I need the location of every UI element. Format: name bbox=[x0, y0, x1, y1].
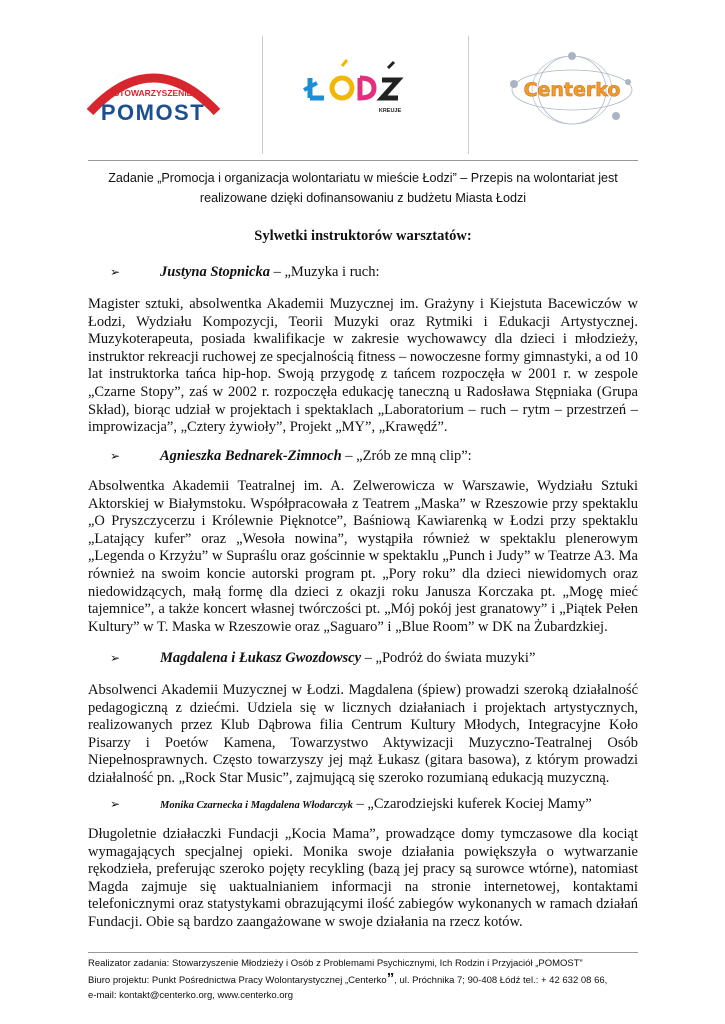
task-description bbox=[88, 168, 638, 208]
instructor-header bbox=[110, 796, 592, 813]
footer-rule bbox=[88, 952, 638, 953]
lodz-letter-d bbox=[360, 78, 374, 98]
instructor-name: Agnieszka Bednarek-Zimnoch bbox=[160, 448, 342, 464]
task-line-2: realizowane dzięki dofinansowaniu z budżetu Miasta Łodzi bbox=[199, 191, 527, 205]
instructor-bio: Magister sztuki, absolwentka Akademii Muzycznej im. Grażyny i Kiejstuta Bacewiczów w Łodzi, Wydziału Kompozycji, Teorii Muzyki oraz Rytmiki i Edukacji Artystycznej. Muzykoterapeuta, posiada kwalifikacje w zakresie wychowawcy dla dzieci i młodzieży, instruktor rekreacji ruchowej ze specjalnością fitness – nowoczesne formy gimnastyki, a od 10 lat instruktorka tańca hip-hop. Swoją przygodę z tańcem rozpoczęła w 2001 r. w zespole „Czarne Stopy”, zaś w 2002 r. rozpoczęła edukację taneczną u Radosława Stępniaka (Grupa Skład), biorąc udział w projektach i spektaklach „Laboratorium – ruch – rytm – przestrzeń – improwizacja”, „Cztery żywioły”, Projekt „MY”, „Krawędź”. bbox=[88, 296, 638, 436]
workshop-topic: – „Czarodziejski kuferek Kociej Mamy” bbox=[352, 796, 592, 812]
instructor-header bbox=[110, 264, 380, 281]
arrow-bullet-icon: ➢ bbox=[110, 265, 121, 279]
instructor-bio: Absolwenci Akademii Muzycznej w Łodzi. Magdalena (śpiew) prowadzi szeroką działalność pedagogiczną z dziećmi. Udziela się w licznych działaniach i projektach artystycznych, realizowanych przez Klub Dąbrowa filia Centrum Kultury Młodych, Integracyjne Koło Pisarzy i Poetów Kamena, Towarzystwo Aktywizacji Muzyczno-Teatralnej Osób Niepełnosprawnych. Często towarzyszy jej mąż Łukasz (gitara basowa), z którym prowadzi działalność pn. „Rock Star Music”, zajmującą się szeroko rozumianą edukacją muzyczną. bbox=[88, 682, 638, 786]
instructor-name: Justyna Stopnicka bbox=[160, 264, 270, 280]
lodz-letter-z bbox=[382, 62, 398, 98]
pomost-logo bbox=[86, 54, 221, 126]
lodz-letter-l bbox=[304, 78, 324, 98]
task-line-1: Zadanie „Promocja i organizacja wolontariatu w mieście Łodzi” – Przepis na wolontariat jest bbox=[108, 171, 618, 185]
footer bbox=[88, 956, 648, 1003]
workshop-topic: – „Podróż do świata muzyki” bbox=[361, 650, 536, 666]
instructor-name: Monika Czarnecka i Magdalena Włodarczyk bbox=[160, 800, 353, 811]
instructor-header bbox=[110, 448, 472, 465]
logo-divider-left bbox=[262, 36, 263, 154]
workshop-topic: – „Muzyka i ruch: bbox=[269, 264, 380, 280]
workshop-topic: – „Zrób ze mną clip”: bbox=[341, 448, 472, 464]
logo-divider-right bbox=[468, 36, 469, 154]
arrow-bullet-icon: ➢ bbox=[110, 797, 121, 811]
lodz-letter-o bbox=[332, 60, 352, 98]
arrow-bullet-icon: ➢ bbox=[110, 449, 121, 463]
pomost-logo-line1: STOWARZYSZENIE bbox=[113, 88, 193, 98]
header-rule bbox=[88, 160, 638, 161]
lodz-logo-sub: KREUJE bbox=[378, 108, 402, 114]
footer-organizer: Realizator zadania: Stowarzyszenie Młodzieży i Osób z Problemami Psychicznymi, Ich Rodzin i Przyjaciół „POMOST” bbox=[88, 958, 583, 969]
arrow-bullet-icon: ➢ bbox=[110, 651, 121, 665]
instructor-header bbox=[110, 650, 535, 667]
instructor-name: Magdalena i Łukasz Gwozdowscy bbox=[160, 650, 362, 666]
page-heading: Sylwetki instruktorów warsztatów: bbox=[254, 228, 472, 244]
footer-contact: e-mail: kontakt@centerko.org, www.centerko.org bbox=[88, 990, 294, 1001]
instructor-bio: Długoletnie działaczki Fundacji „Kocia Mama”, prowadzące domy tymczasowe dla kociąt wymagających specjalnej opieki. Monika swoje działania powiększyła o wytwarzanie rękodzieła, preferując szeroko pojęty recykling (bazą jej pracy są surowce wtórne), natomiast Magda zajmuje się uaktualnianiem informacji na stronie internetowej, kontaktami telefonicznymi oraz statystykami obrazującymi ilość zabiegów wykonanych w ramach działań Fundacji. Obie są bardzo zaangażowane w swoje działania na rzecz kotów. bbox=[88, 826, 638, 930]
pomost-logo-line2: POMOST bbox=[100, 100, 206, 125]
footer-office: Biuro projektu: Punkt Pośrednictwa Pracy Wolontarystycznej „Centerko”, ul. Próchnika 7; 90-408 Łódź tel.: + 42 632 08 66, bbox=[88, 970, 608, 987]
centerko-logo-text: Centerko bbox=[523, 79, 621, 101]
lodz-kreuje-logo bbox=[300, 56, 410, 118]
centerko-logo bbox=[508, 52, 636, 128]
instructor-bio: Absolwentka Akademii Teatralnej im. A. Zelwerowicza w Warszawie, Wydziału Sztuki Aktorskiej w Białymstoku. Współpracowała z Teatrem „Maska” w Rzeszowie przy spektaklu „O Pryszczycerzu i Królewnie Pięknotce”, Baśniową Kawiarenką w Łodzi przy spektaklu „Latający kufer” oraz „Wesoła nowina”, wystąpiła również w spektaklu plenerowym „Legenda o Krzyżu” w Supraślu oraz gościnnie w spektaklu „Punch i Judy” w Teatrze A3. Ma również na swoim koncie autorski program pt. „Pory roku” dla dzieci niewidomych oraz niedowidzących, małą formę dla dzieci z okazji roku Janusza Korczaka pt. „Mogę mieć tajemnice”, a także koncert własnej twórczości pt. „Mój pokój jest granatowy” i „Piątek Pełen Kultury” w T. Maska w Rzeszowie oraz „Saguaro” i „Blue Room” w DK na Żubardzkiej. bbox=[88, 478, 638, 635]
